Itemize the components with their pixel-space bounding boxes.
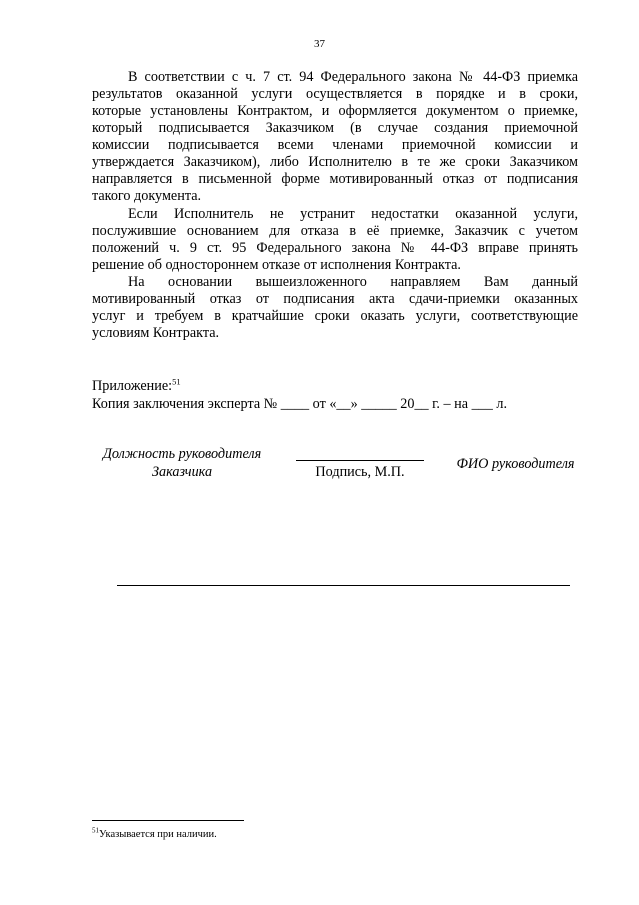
body-line: направляется в письменной форме мотивированный отказ от подписания: [92, 171, 578, 187]
name-label: ФИО руководителя: [456, 456, 575, 472]
body-line: положений ч. 9 ст. 95 Федерального закона № 44-ФЗ вправе принять: [92, 240, 578, 256]
body-line: решение об одностороннем отказе от исполнения Контракта.: [92, 257, 461, 273]
footnote-rule: [92, 820, 244, 821]
footnote-number: 51: [92, 826, 99, 835]
separator-rule: [117, 585, 570, 586]
body-line: утверждается Заказчиком), либо Исполнителю в те же сроки Заказчиком: [92, 154, 578, 170]
body-line: мотивированный отказ от подписания акта сдачи-приемки оказанных: [92, 291, 578, 307]
footnote-text: Указывается при наличии.: [99, 829, 217, 840]
signature-rule: [296, 460, 424, 461]
body-line: который подписывается Заказчиком (в случае создания приемочной: [92, 120, 578, 136]
signature-label: Подпись, М.П.: [315, 464, 405, 480]
attachment-label-line: [92, 378, 578, 395]
attachment-line: Копия заключения эксперта № ____ от «__» _____ 20__ г. – на ___ л.: [92, 396, 508, 412]
body-line: В соответствии с ч. 7 ст. 94 Федерального закона № 44-ФЗ приемка: [128, 69, 578, 85]
body-line: условиям Контракта.: [92, 325, 220, 341]
position-title-line1: Должность руководителя: [102, 446, 262, 462]
body-line: такого документа.: [92, 188, 202, 204]
position-title-line2: Заказчика: [151, 464, 213, 480]
body-line: Если Исполнитель не устранит недостатки оказанной услуги,: [128, 206, 578, 222]
body-line: которые установлены Контрактом, и оформляется документом о приемке,: [92, 103, 578, 119]
body-line: услуг и требуем в кратчайшие сроки оказать услуги, соответствующие: [92, 308, 578, 324]
footnote: [92, 826, 217, 840]
body-line: результатов оказанной услуги осуществляется в порядке и в сроки,: [92, 86, 578, 102]
body-line: послужившие основанием для отказа в её приемке, Заказчик с учетом: [92, 223, 578, 239]
page-number: 37: [314, 38, 325, 50]
body-line: комиссии подписывается всеми членами приемочной комиссии и: [92, 137, 578, 153]
attachment-label: Приложение:: [92, 378, 173, 394]
footnote-ref: 51: [172, 376, 181, 387]
body-line: На основании вышеизложенного направляем Вам данный: [128, 274, 578, 290]
